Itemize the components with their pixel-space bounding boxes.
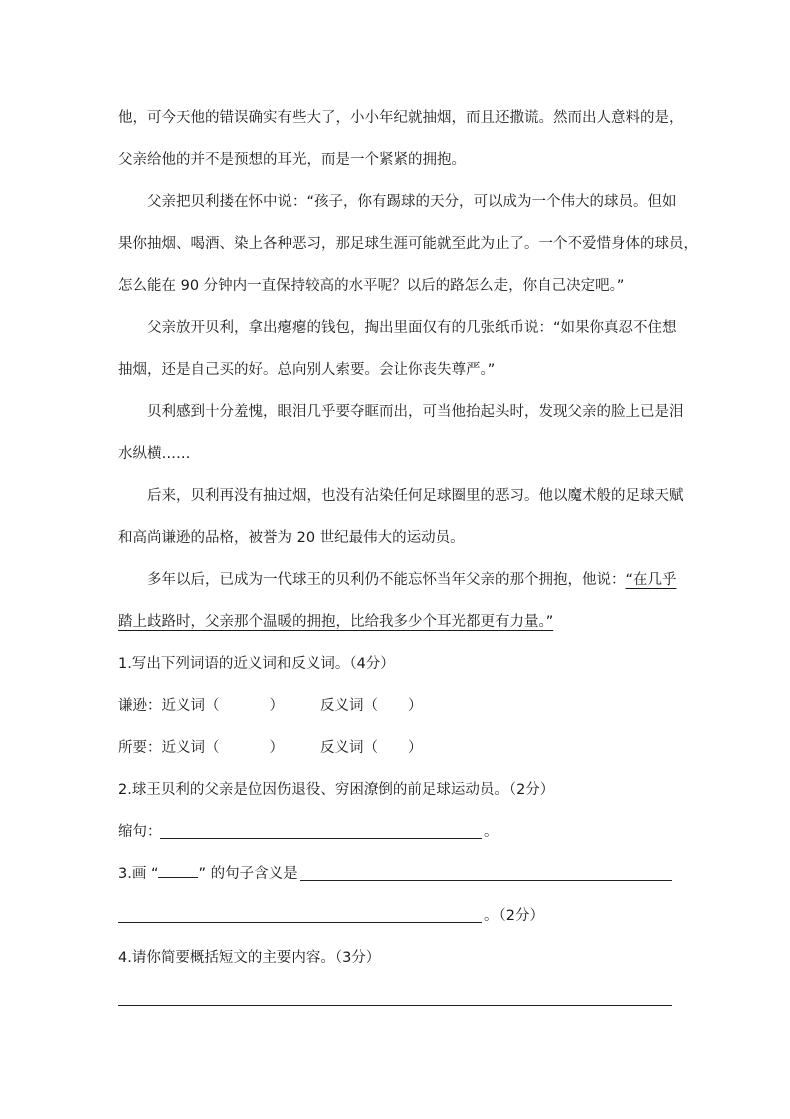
close-paren: ） xyxy=(408,698,423,714)
prompt-text: ” 的句子含义是 xyxy=(198,866,298,882)
prompt-text: 3.画 “ xyxy=(118,866,159,882)
passage-line: 抽烟，还是自己买的好。总向别人索要。会让你丧失尊严。” xyxy=(118,362,496,378)
passage-line: 他，可今天他的错误确实有些大了，小小年纪就抽烟，而且还撒谎。然而出人意料的是， xyxy=(118,110,684,126)
question-1-prompt: 1.写出下列词语的近义词和反义词。（4分） xyxy=(118,656,395,672)
passage-line: 和高尚谦逊的品格，被誉为 20 世纪最伟大的运动员。 xyxy=(118,530,465,546)
passage-line xyxy=(118,612,678,632)
synonym-label: 近义词（ xyxy=(161,740,220,756)
close-paren: ） xyxy=(408,740,423,756)
answer-line[interactable] xyxy=(160,838,482,839)
passage-line: 后来，贝利再没有抽过烟，也没有沾染任何足球圈里的恶习。他以魔术般的足球天赋 xyxy=(147,488,684,504)
answer-line[interactable] xyxy=(300,880,672,881)
close-paren: ） xyxy=(269,698,284,714)
passage-line: 水纵横…… xyxy=(118,446,191,462)
passage-line: 贝利感到十分羞愧，眼泪几乎要夺眶而出，可当他抬起头时，发现父亲的脸上已是泪 xyxy=(147,404,684,420)
antonym-label: 反义词（ xyxy=(320,740,378,756)
passage-line: 怎么能在 90 分钟内一直保持较高的水平呢？以后的路怎么走，你自己决定吧。” xyxy=(118,278,625,294)
end-mark: 。 xyxy=(484,824,499,840)
question-4-prompt: 4.请你简要概括短文的主要内容。（3分） xyxy=(118,950,381,966)
answer-label: 缩句： xyxy=(118,824,162,840)
passage-line: 父亲给他的并不是预想的耳光，而是一个紧紧的拥抱。 xyxy=(118,152,466,168)
answer-line[interactable] xyxy=(118,922,482,923)
synonym-label: 近义词（ xyxy=(161,698,220,714)
antonym-label: 反义词（ xyxy=(320,698,378,714)
passage-line: 果你抽烟、喝酒、染上各种恶习，那足球生涯可能就至此为止了。一个不爱惜身体的球员， xyxy=(118,236,698,252)
question-2-answer-row xyxy=(118,822,678,842)
question-1-row-1 xyxy=(118,696,678,716)
answer-line[interactable] xyxy=(118,1005,672,1006)
passage-line: 父亲放开贝利，拿出瘪瘪的钱包，掏出里面仅有的几张纸币说：“如果你真忍不住想 xyxy=(147,320,677,336)
question-3-prompt xyxy=(118,864,678,884)
passage-text: 多年以后，已成为一代球王的贝利仍不能忘怀当年父亲的那个拥抱，他说： xyxy=(147,572,626,588)
underlined-quote: 踏上歧路时，父亲那个温暖的拥抱，比给我多少个耳光都更有力量。” xyxy=(118,614,554,630)
underline-sample xyxy=(158,865,198,878)
word-label: 所要： xyxy=(118,740,162,756)
passage-line xyxy=(147,570,678,590)
close-paren: ） xyxy=(269,740,284,756)
end-mark: 。（2分） xyxy=(484,908,544,924)
underlined-quote: “在几乎 xyxy=(625,572,677,588)
question-2-prompt: 2.球王贝利的父亲是位因伤退役、穷困潦倒的前足球运动员。（2分） xyxy=(118,782,555,798)
passage-line: 父亲把贝利搂在怀中说：“孩子，你有踢球的天分，可以成为一个伟大的球员。但如 xyxy=(147,194,677,210)
word-label: 谦逊： xyxy=(118,698,162,714)
question-1-row-2 xyxy=(118,738,678,758)
